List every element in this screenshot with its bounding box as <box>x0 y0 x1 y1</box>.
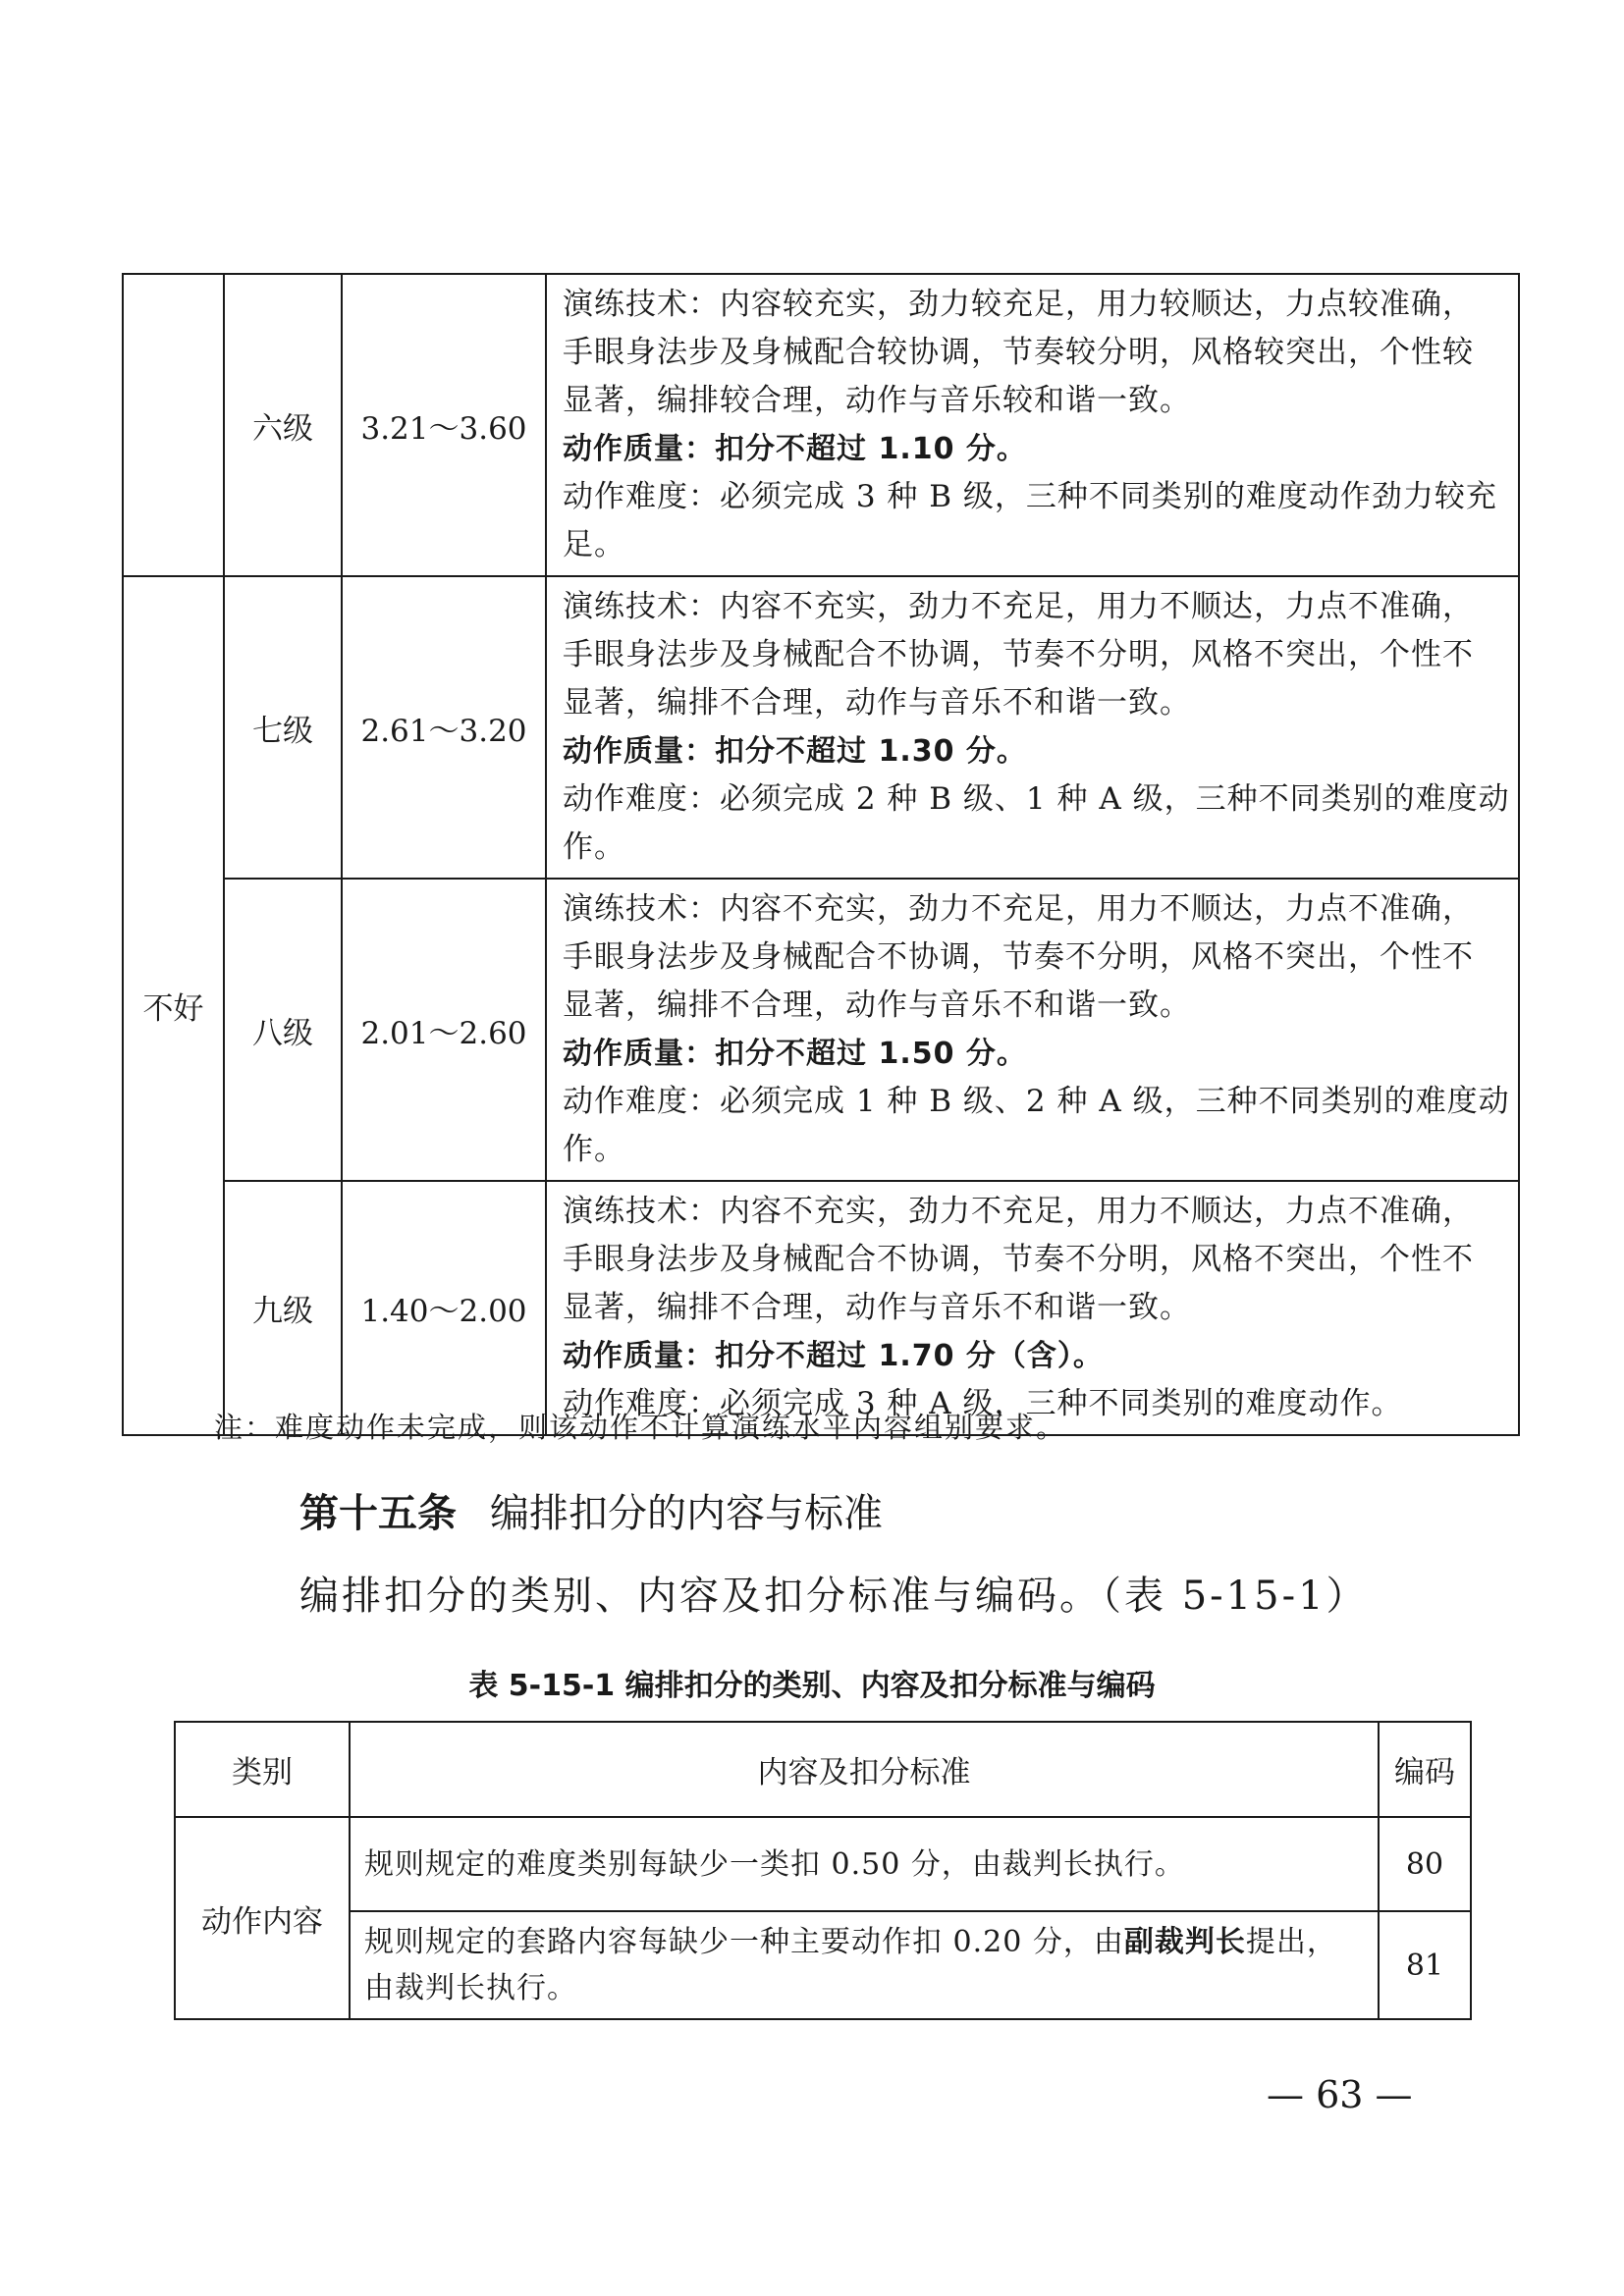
deduction-table <box>174 1721 1472 2020</box>
table-row <box>123 576 1519 879</box>
table-note: 注：难度动作未完成，则该动作不计算演练水平内容组别要求。 <box>214 1411 1067 1444</box>
header-content: 内容及扣分标准 <box>350 1722 1379 1817</box>
criteria-line: 足。 <box>563 527 625 562</box>
content-cell <box>350 1911 1379 2019</box>
group-cell <box>123 274 224 576</box>
criteria-line: 动作难度：必须完成 3 种 A 级，三种不同类别的难度动作。 <box>563 1386 1403 1421</box>
article-heading <box>299 1482 883 1538</box>
criteria-cell <box>546 1181 1519 1435</box>
criteria-line-quality: 动作质量：扣分不超过 1.70 分（含）。 <box>563 1339 1104 1373</box>
criteria-line: 作。 <box>563 829 625 865</box>
article-title: 编排扣分的内容与标准 <box>490 1491 883 1536</box>
table-row <box>123 1181 1519 1435</box>
criteria-line: 动作难度：必须完成 1 种 B 级、2 种 A 级，三种不同类别的难度动 <box>563 1084 1510 1119</box>
grading-table <box>122 273 1520 1436</box>
criteria-cell <box>546 576 1519 879</box>
content-text: 规则规定的套路内容每缺少一种主要动作扣 0.20 分，由 <box>364 1925 1124 1959</box>
table-row <box>123 274 1519 576</box>
criteria-line: 手眼身法步及身械配合不协调，节奏不分明，风格不突出，个性不 <box>563 1242 1474 1277</box>
header-category: 类别 <box>175 1722 350 1817</box>
category-cell: 动作内容 <box>175 1817 350 2019</box>
code-cell: 80 <box>1379 1817 1471 1911</box>
level-cell: 七级 <box>224 576 342 879</box>
content-text: 由裁判长执行。 <box>364 1971 577 2005</box>
header-code: 编码 <box>1379 1722 1471 1817</box>
table-header-row <box>175 1722 1471 1817</box>
criteria-line-quality: 动作质量：扣分不超过 1.50 分。 <box>563 1037 1027 1071</box>
criteria-line-quality: 动作质量：扣分不超过 1.10 分。 <box>563 432 1027 466</box>
criteria-cell <box>546 274 1519 576</box>
group-cell: 不好 <box>123 576 224 1435</box>
criteria-line: 作。 <box>563 1132 625 1167</box>
criteria-line: 演练技术：内容不充实，劲力不充足，用力不顺达，力点不准确， <box>563 891 1474 927</box>
criteria-line: 演练技术：内容较充实，劲力较充足，用力较顺达，力点较准确， <box>563 287 1474 322</box>
criteria-line: 演练技术：内容不充实，劲力不充足，用力不顺达，力点不准确， <box>563 1194 1474 1229</box>
table-row <box>175 1911 1471 2019</box>
score-range-cell: 2.01～2.60 <box>342 879 546 1181</box>
criteria-line: 手眼身法步及身械配合较协调，节奏较分明，风格较突出，个性较 <box>563 335 1474 370</box>
criteria-line: 显著，编排不合理，动作与音乐不和谐一致。 <box>563 1290 1191 1325</box>
level-cell: 六级 <box>224 274 342 576</box>
level-cell: 九级 <box>224 1181 342 1435</box>
criteria-line: 手眼身法步及身械配合不协调，节奏不分明，风格不突出，个性不 <box>563 939 1474 975</box>
table-row <box>123 879 1519 1181</box>
criteria-line-quality: 动作质量：扣分不超过 1.30 分。 <box>563 734 1027 769</box>
content-emphasis: 副裁判长 <box>1123 1925 1246 1959</box>
code-cell: 81 <box>1379 1911 1471 2019</box>
criteria-line: 显著，编排较合理，动作与音乐较和谐一致。 <box>563 383 1191 418</box>
content-text: 提出， <box>1245 1925 1337 1959</box>
criteria-line: 显著，编排不合理，动作与音乐不和谐一致。 <box>563 988 1191 1023</box>
criteria-line: 动作难度：必须完成 2 种 B 级、1 种 A 级，三种不同类别的难度动 <box>563 781 1510 817</box>
criteria-line: 显著，编排不合理，动作与音乐不和谐一致。 <box>563 685 1191 721</box>
score-range-cell: 3.21～3.60 <box>342 274 546 576</box>
table-caption: 表 5-15-1 编排扣分的类别、内容及扣分标准与编码 <box>468 1669 1156 1703</box>
criteria-line: 手眼身法步及身械配合不协调，节奏不分明，风格不突出，个性不 <box>563 637 1474 672</box>
criteria-cell <box>546 879 1519 1181</box>
content-cell: 规则规定的难度类别每缺少一类扣 0.50 分，由裁判长执行。 <box>350 1817 1379 1911</box>
article-body: 编排扣分的类别、内容及扣分标准与编码。（表 5-15-1） <box>299 1574 1369 1619</box>
criteria-line: 演练技术：内容不充实，劲力不充足，用力不顺达，力点不准确， <box>563 589 1474 624</box>
criteria-line: 动作难度：必须完成 3 种 B 级，三种不同类别的难度动作劲力较充 <box>563 479 1497 514</box>
level-cell: 八级 <box>224 879 342 1181</box>
score-range-cell: 1.40～2.00 <box>342 1181 546 1435</box>
page-number: — 63 — <box>1267 2073 1413 2116</box>
article-number: 第十五条 <box>299 1491 457 1536</box>
table-row <box>175 1817 1471 1911</box>
score-range-cell: 2.61～3.20 <box>342 576 546 879</box>
